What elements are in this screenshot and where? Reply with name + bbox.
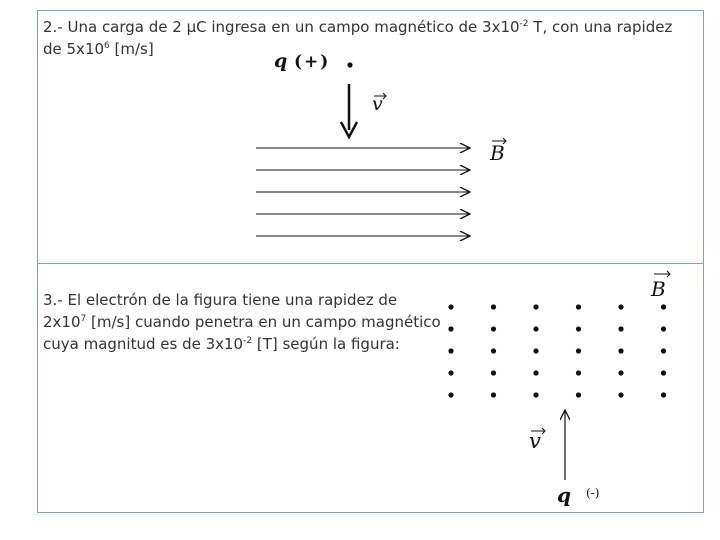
velocity-vector-mark-2 (531, 428, 545, 434)
field-dot (576, 304, 581, 309)
field-dot (618, 326, 623, 331)
field-label-b: B (490, 141, 505, 165)
field-dot (576, 326, 581, 331)
field-dot (661, 370, 666, 375)
charge-sign-positive: (+) (294, 52, 331, 72)
field-dot (533, 370, 538, 375)
field-dot (576, 370, 581, 375)
field-dot (576, 392, 581, 397)
field-vector-mark-2 (654, 271, 670, 277)
field-dot (618, 304, 623, 309)
charge-dot (347, 62, 352, 67)
velocity-label-v-2: v (529, 429, 541, 453)
field-dot (533, 348, 538, 353)
problem-3-text-mid: [m/s] cuando penetra en un campo magnético cuya magnitud es de 3x10 (43, 313, 441, 353)
velocity-label-v: v (372, 93, 383, 115)
field-dot (618, 370, 623, 375)
field-dot (448, 348, 453, 353)
field-dot (661, 348, 666, 353)
problem-3-exponent-field: -2 (243, 336, 253, 346)
problem-3-text-intro: 3.- El electrón de la figura tiene una rapidez de 2x10 (43, 291, 398, 331)
field-dot (448, 326, 453, 331)
field-dots-group (448, 304, 666, 397)
field-dot (661, 326, 666, 331)
field-dot (661, 304, 666, 309)
field-dot (448, 392, 453, 397)
charge-label-q: q (274, 50, 288, 72)
field-dot (533, 304, 538, 309)
problem-2-exponent-field: -2 (519, 19, 529, 29)
field-dot (618, 392, 623, 397)
field-dot (618, 348, 623, 353)
field-dot (448, 370, 453, 375)
field-dot (491, 370, 496, 375)
problem-2-text-mid: T, con una rapidez de 5x10 (43, 18, 673, 58)
charge-label-q-2: q (557, 483, 571, 507)
problem-3-exponent-speed: 7 (80, 314, 87, 324)
field-dot (491, 304, 496, 309)
problem-2-text-end: [m/s] (109, 40, 154, 58)
velocity-vector-mark (374, 93, 386, 99)
field-vector-mark (492, 138, 506, 144)
charge-sign-negative: (-) (586, 486, 600, 500)
field-label-b-2: B (651, 277, 666, 301)
problem-2-text-intro: 2.- Una carga de 2 μC ingresa en un campo magnético de 3x10 (43, 18, 520, 36)
field-lines-group (256, 148, 470, 236)
field-dot (491, 348, 496, 353)
field-dot (576, 348, 581, 353)
field-dot (448, 304, 453, 309)
field-dot (661, 392, 666, 397)
field-dot (491, 392, 496, 397)
field-dot (491, 326, 496, 331)
field-dot (533, 326, 538, 331)
field-dot (533, 392, 538, 397)
problem-3-text-end: [T] según la figura: (252, 335, 400, 353)
problem-2-exponent-speed: 6 (104, 41, 110, 51)
